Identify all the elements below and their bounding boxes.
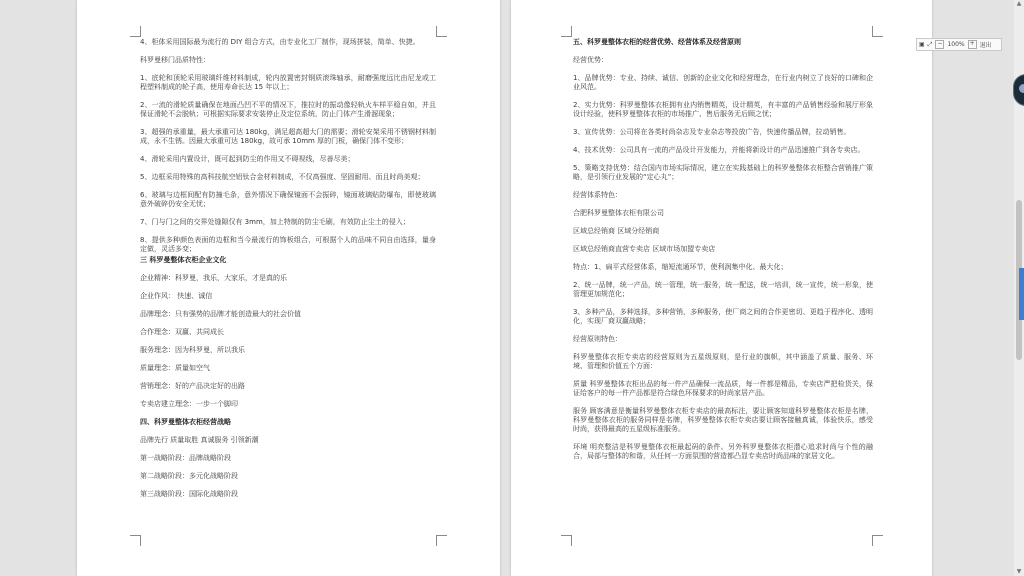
paragraph: 6、玻璃与边框间配有防撞毛条，意外情况下确保镜面不会振碎，镜面玻璃贴防爆布，即使玻璃意外破碎仍安全无忧； — [140, 191, 436, 208]
paragraph: 品牌先行 质量取胜 真诚服务 引领新潮 — [140, 436, 259, 444]
paragraph: 专卖店建立理念：一步一个脚印 — [140, 400, 238, 408]
paragraph: 合作理念：双赢、共同成长 — [140, 328, 224, 336]
paragraph: 7、门与门之间的交界处缝隙仅有 3mm，加上特制的防尘毛刷，有效防止尘土的侵入； — [140, 218, 410, 226]
margin-mark-top-right — [872, 26, 883, 37]
page-body-right — [573, 38, 873, 470]
paragraph: 营销理念：好的产品决定好的出路 — [140, 382, 245, 390]
paragraph: 经营优势： — [573, 56, 608, 64]
zoom-out-button[interactable]: − — [937, 40, 943, 47]
paragraph: 第二战略阶段：多元化战略阶段 — [140, 472, 238, 480]
paragraph: 质量理念：质量如空气 — [140, 364, 210, 372]
paragraph: 2、实力优势：科罗曼整体衣柜拥有业内销售精英，设计精英，有丰富的产品销售经验和展厅形象设计经验，使科罗曼整体衣柜的市场推广、售后服务无后顾之忧； — [573, 101, 873, 118]
paragraph: 合肥科罗曼整体衣柜有限公司 — [573, 209, 664, 217]
paragraph: 服务理念：因为科罗曼，所以我乐 — [140, 346, 245, 354]
margin-mark-bottom-left — [130, 535, 141, 546]
paragraph: 3、多种产品，多种选择，多种营销，多种服务，使厂商之间的合作更密切、更趋于程序化、透明化，实现厂商双赢战略； — [573, 308, 873, 325]
margin-mark-top-right — [436, 26, 447, 37]
paragraph: 企业作风： 快速、诚信 — [140, 292, 213, 300]
paragraph: 特点：1、扁平式经营体系，缩短流通环节，使利润集中化、最大化； — [573, 263, 788, 271]
paragraph: 经营体系特色： — [573, 191, 622, 199]
fit-page-icon[interactable]: ▣ — [919, 41, 925, 48]
paragraph: 区域总经销商 区域分经销商 — [573, 227, 660, 235]
paragraph: 4、技术优势：公司具有一流的产品设计开发能力，并能将新设计的产品迅速推广到各专卖店。 — [573, 146, 865, 154]
section-heading: 五、科罗曼整体衣柜的经营优势、经营体系及经营原则 — [573, 38, 741, 46]
paragraph: 1、底轮和顶轮采用玻璃纤维材料制成，轮内放置密封钢质滚珠轴承，耐磨强度远比由尼龙或工程塑料制成的轮子高，使用寿命长达 15 年以上； — [140, 74, 436, 91]
scroll-down-arrow-icon[interactable]: ▼ — [1016, 568, 1022, 575]
paragraph: 科罗曼整体衣柜专卖店的经营原则为五星级原则，是行业的旗帜，其中涵盖了质量、服务、环境、管理和价值五个方面： — [573, 353, 873, 370]
document-page-left — [77, 0, 500, 576]
scroll-up-arrow-icon[interactable]: ▲ — [1016, 0, 1022, 7]
paragraph: 区域总经销商直营专卖店 区域市场加盟专卖店 — [573, 245, 716, 253]
section-heading: 三 科罗曼整体衣柜企业文化 — [140, 256, 227, 264]
zoom-in-button[interactable]: + — [969, 40, 975, 47]
fit-width-icon[interactable]: ⤢ — [927, 40, 933, 48]
paragraph: 质量 科罗曼整体衣柜出品的每一件产品确保一流品质，每一件都是精品，专卖店严把检货关，保证给客户的每一件产品都是符合绿色环保要求的时尚家居产品。 — [573, 380, 873, 397]
exit-button[interactable]: 退出 — [979, 42, 992, 49]
paragraph: 品牌理念：只有强势的品牌才能创造最大的社会价值 — [140, 310, 301, 318]
margin-mark-bottom-right — [872, 535, 883, 546]
zoom-level[interactable]: 100% — [947, 41, 965, 48]
margin-mark-bottom-left — [561, 535, 572, 546]
margin-mark-bottom-right — [436, 535, 447, 546]
paragraph: 5、边框采用特殊的高科技航空铝钛合金材料制成，不仅高强度、坚固耐用、而且时尚美观； — [140, 173, 425, 181]
paragraph: 1、品牌优势：专业、持续、诚信、创新的企业文化和经营理念，在行业内树立了良好的口碑和企业风范。 — [573, 74, 873, 91]
paragraph: 2、一流的滑轮质量确保在地面凸凹不平的情况下，推拉时的振动像轻轨火车样平稳自如，并且保证滑轮不会脱轨；可根据实际要求安装停止及定位系统，防止门体产生滑溜现象； — [140, 101, 436, 118]
paragraph: 科罗曼移门品质特性： — [140, 56, 210, 64]
paragraph: 4、滑轮采用内置设计，既可起到防尘的作用又不碍视线，尽善尽美； — [140, 155, 355, 163]
paragraph: 2、统一品牌，统一产品，统一管理，统一服务，统一配送，统一培训，统一宣传，统一形象，使管理更加规范化； — [573, 281, 873, 298]
paragraph: 5、策略支持优势：结合国内市场实际情况，建立在实践基础上的科罗曼整体衣柜整合营销推广策略，是引领行业发展的“定心丸”； — [573, 164, 873, 181]
side-panel-tab[interactable] — [1019, 268, 1024, 320]
section-heading: 四、科罗曼整体衣柜经营战略 — [140, 418, 231, 426]
paragraph: 8、提供多种颜色表面的边框和当今最流行的饰板组合，可根据个人的品味不同自由选择，量身定做，灵活多变； — [140, 236, 436, 253]
margin-mark-top-left — [130, 26, 141, 37]
margin-mark-top-left — [561, 26, 572, 37]
page-body-left — [140, 38, 436, 508]
paragraph: 4、柜体采用国际最为流行的 DIY 组合方式，由专业化工厂制作，现场拼装，简单、快捷。 — [140, 38, 420, 46]
zoom-toolbar — [916, 38, 1002, 51]
paragraph: 3、宣传优势：公司将在各类时尚杂志及专业杂志等投放广告，快速传播品牌，拉动销售。 — [573, 128, 851, 136]
paragraph: 经营原则特色： — [573, 335, 622, 343]
paragraph: 3、超强的承重量，最大承重可达 180kg，满足超高超大门的需要；滑轮安架采用不锈钢材料制成，永不生锈。因最大承重可达 180kg，故可承 10mm 厚的门板，确保门体不变形； — [140, 128, 436, 145]
paragraph: 第一战略阶段：品牌战略阶段 — [140, 454, 231, 462]
paragraph: 环境 明亮整洁是科罗曼整体衣柜最起码的条件。另外科罗曼整体衣柜潜心追求时尚与个性的融合，局部与整体的和谐，从任何一方面氛围的营造都凸显专卖店时尚品味的家居文化。 — [573, 443, 873, 460]
document-page-right — [511, 0, 932, 576]
paragraph: 企业精神：科罗曼，我乐，大家乐，才是真的乐 — [140, 274, 287, 282]
paragraph: 第三战略阶段：国际化战略阶段 — [140, 490, 238, 498]
paragraph: 服务 顾客满意是衡量科罗曼整体衣柜专卖店的最高标注，要让顾客知道科罗曼整体衣柜是名牌，科罗曼整体衣柜的服务同样是名牌，科罗曼整体衣柜专卖店要让顾客接触真诚，体验快乐，感受时尚，获得最高的五星级标准服务。 — [573, 407, 873, 433]
